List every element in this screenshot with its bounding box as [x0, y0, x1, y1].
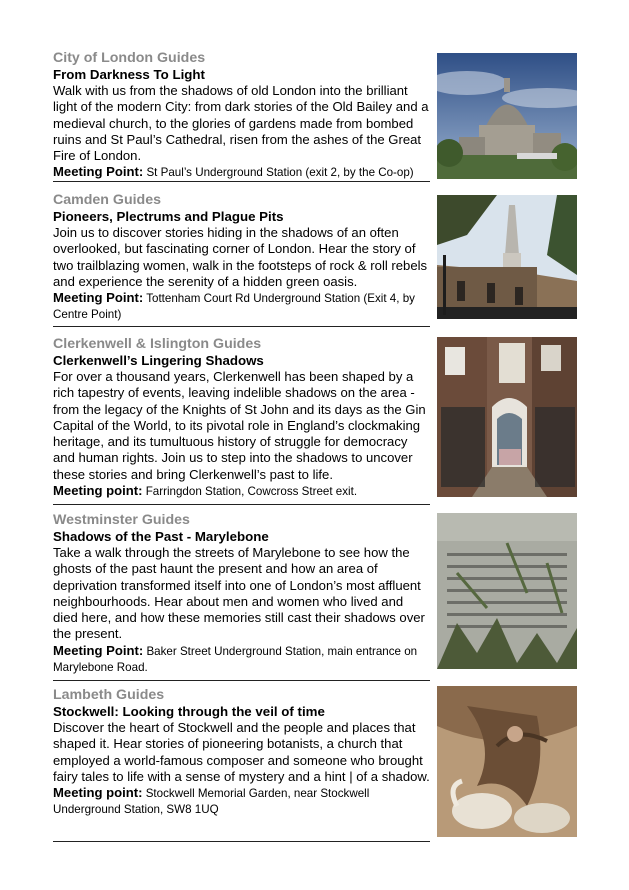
divider [53, 181, 430, 182]
meeting-label: Meeting point: [53, 483, 143, 499]
meeting-point [53, 643, 430, 676]
church-spire-photo [437, 195, 577, 319]
meeting-text: Tottenham Court Rd Underground Station (Exit 4, by Centre Point) [53, 292, 415, 322]
tour-title: Shadows of the Past - Marylebone [53, 529, 269, 544]
tour-entry [53, 192, 430, 323]
tour-description: For over a thousand years, Clerkenwell has been shaped by a rich tapestry of events, leaving indelible shadows on the area - from the legacy of the Knights of St John and its days as the Gin Capital of the World, to its pivotal role in England’s clockmaking heritage, and its tumultuous history of struggle for democracy and human rights. Join us to step into the shadows to uncover these stories and bring Clerkenwell’s past to life. [53, 369, 426, 482]
tour-entry [53, 687, 430, 818]
meeting-label: Meeting point: [53, 785, 143, 801]
fairy-tale-illustration [437, 686, 577, 837]
meeting-label: Meeting Point: [53, 642, 144, 658]
guide-name: City of London Guides [53, 50, 206, 66]
tour-description: Join us to discover stories hiding in the shadows of an often overlooked, but fascinating corner of London. Hear the story of two trailblazing women, walk in the footsteps of rock & roll rebels and experience the serenity of a hidden green oasis. [53, 225, 428, 289]
tour-entry [53, 336, 430, 500]
meeting-point [53, 290, 430, 323]
st-pauls-cathedral-photo [437, 53, 577, 179]
guide-name: Westminster Guides [53, 512, 190, 528]
meeting-text: St Paul’s Underground Station (exit 2, by the Co-op) [146, 166, 414, 180]
meeting-point [53, 785, 430, 818]
meeting-text: Farringdon Station, Cowcross Street exit. [145, 485, 358, 499]
guide-name: Clerkenwell & Islington Guides [53, 336, 262, 352]
tour-title: Stockwell: Looking through the veil of time [53, 704, 325, 719]
divider [53, 841, 430, 842]
tour-entry [53, 512, 430, 676]
guide-name: Camden Guides [53, 192, 162, 208]
guide-name: Lambeth Guides [53, 687, 165, 703]
meeting-text: Stockwell Memorial Garden, near Stockwell Underground Station, SW8 1UQ [53, 787, 370, 817]
divider [53, 504, 430, 505]
meeting-label: Meeting Point: [53, 290, 144, 306]
tour-title: Pioneers, Plectrums and Plague Pits [53, 209, 284, 224]
tour-description: Discover the heart of Stockwell and the people and places that shaped it. Hear stories of pioneering botanists, a church that employed a world-famous composer and someone who brought fairy tales to life with a sense of mystery and a hint | of a shadow. [53, 720, 430, 784]
divider [53, 680, 430, 681]
brick-alley-photo [437, 337, 577, 497]
meeting-point [53, 164, 430, 181]
meeting-point [53, 483, 430, 500]
tour-entry [53, 50, 430, 181]
tour-description: Walk with us from the shadows of old London into the brilliant light of the modern City: from dark stories of the Old Bailey and a medieval church, to the glories of gardens made from bombed ruins and St Paul’s Cathedral, risen from the ashes of the Great Fire of London. [53, 83, 429, 164]
meeting-label: Meeting Point: [53, 164, 144, 180]
divider [53, 326, 430, 327]
meeting-text: Baker Street Underground Station, main entrance on Marylebone Road. [53, 644, 418, 674]
tour-description: Take a walk through the streets of Marylebone to see how the ghosts of the past haunt the present and how an area of deprivation transformed itself into one of London’s most affluent neighbourhoods. Hear about men and women who lived and died here, and how these memories still cast their shadows over the present. [53, 545, 425, 642]
memorial-stone-photo [437, 513, 577, 669]
tour-title: Clerkenwell’s Lingering Shadows [53, 353, 264, 368]
tour-title: From Darkness To Light [53, 67, 205, 82]
